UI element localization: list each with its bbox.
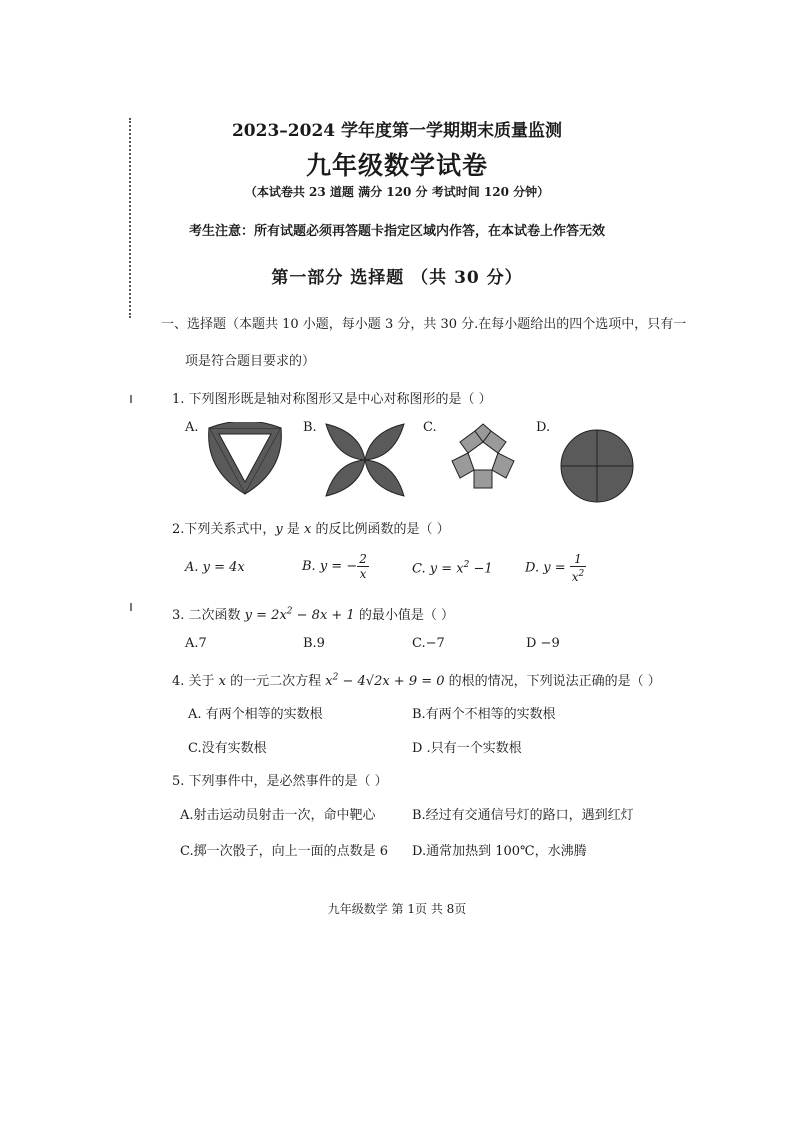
section-intro-line2: 项是符合题目要求的） [185, 354, 316, 369]
q1-figure-a-reuleaux-triangle [205, 422, 285, 498]
question-3-stem: 3. 二次函数 $y = 2x^2 - 8x + 1$ 的最小值是（ ） [172, 606, 454, 623]
question-5-stem: 5. 下列事件中，是必然事件的是（ ） [172, 774, 388, 789]
exam-info: （本试卷共 23 道题 满分 120 分 考试时间 120 分钟） [244, 185, 550, 199]
part-heading: 第一部分 选择题 （共 30 分） [271, 268, 523, 288]
q4-option-a: A. 有两个相等的实数根 [188, 707, 323, 722]
q1-figure-d-pinwheel [555, 428, 639, 504]
page-footer: 九年级数学 第 1页 共 8页 [327, 902, 467, 916]
q1-option-a-label: A. [185, 420, 199, 435]
exam-notice: 考生注意：所有试题必须再答题卡指定区域内作答，在本试卷上作答无效 [188, 224, 605, 239]
q2-option-b: B. y = − $\frac{2}{x}$ [302, 552, 367, 581]
q3-option-d: D −9 [526, 636, 560, 651]
q1-option-d-label: D. [536, 420, 551, 435]
question-2-stem: 2.下列关系式中，y 是 x 的反比例函数的是（ ） [172, 522, 450, 537]
q1-option-b-label: B. [303, 420, 317, 435]
section-intro-line1: 一、选择题（本题共 10 小题，每小题 3 分，共 30 分.在每小题给出的四个选项中，只有一 [161, 317, 687, 332]
q4-option-d: D .只有一个实数根 [412, 741, 522, 756]
q2-option-a: A. y = 4x [185, 560, 245, 575]
q1-figure-c-pentagon-squares [440, 420, 526, 496]
q3-option-b: B.9 [303, 636, 325, 651]
exam-title: 九年级数学试卷 [305, 151, 488, 180]
q3-option-c: C.−7 [412, 636, 445, 651]
q3-option-a: A.7 [185, 636, 207, 651]
question-4-stem: 4. 关于 x 的一元二次方程 $x^2 - 4√2x + 9 = 0$ 的根的情况，下列说法正确的是（ ） [172, 672, 661, 689]
q1-figure-b-four-petals [322, 420, 408, 500]
q5-option-a: A.射击运动员射击一次，命中靶心 [180, 808, 376, 823]
q4-option-b: B.有两个不相等的实数根 [412, 707, 556, 722]
q1-option-c-label: C. [423, 420, 437, 435]
q5-option-c: C.掷一次骰子，向上一面的点数是 6 [180, 844, 389, 859]
q5-option-b: B.经过有交通信号灯的路口，遇到红灯 [412, 808, 634, 823]
q2-option-d: D. y = $\frac{1}{x^2}$ [525, 552, 585, 584]
q5-option-d: D.通常加热到 100℃，水沸腾 [412, 844, 587, 859]
question-1-stem: 1. 下列图形既是轴对称图形又是中心对称图形的是（ ） [172, 392, 492, 407]
q2-option-c: C. $y = x^2 -1$ [412, 560, 493, 577]
exam-term-title: 2023–2024 学年度第一学期期末质量监测 [231, 121, 563, 141]
q4-option-c: C.没有实数根 [188, 741, 267, 756]
binding-mark [130, 395, 132, 403]
binding-mark [130, 603, 132, 611]
